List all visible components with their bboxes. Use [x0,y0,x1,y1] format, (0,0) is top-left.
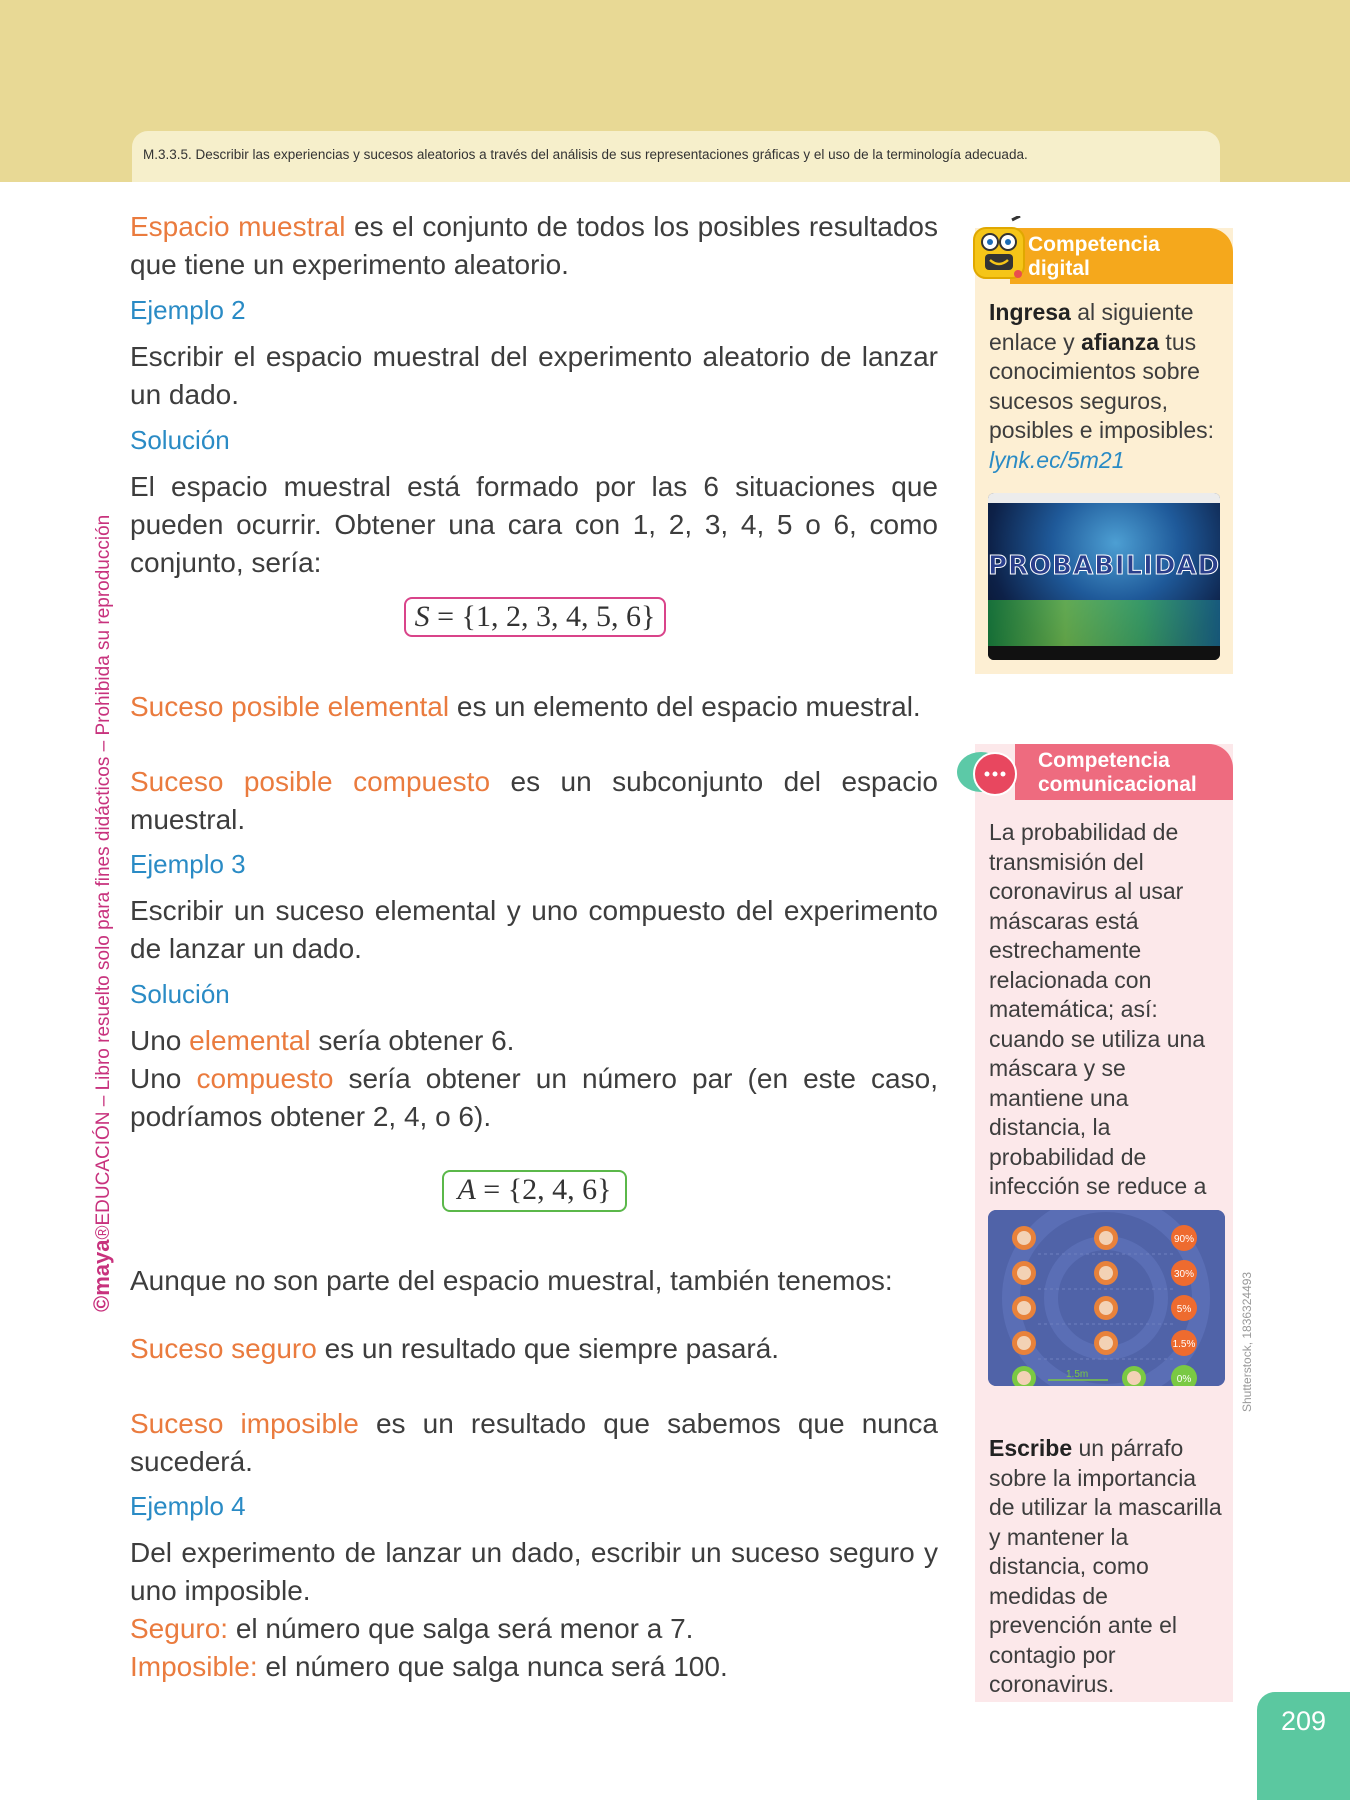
imposible-line: Imposible: el número que salga nunca será 100. [130,1651,728,1682]
compound-event-set-box: A = {2, 4, 6} [442,1170,627,1212]
term: Espacio muestral [130,211,346,242]
definition-suceso-imposible: Suceso imposible es un resultado que sabemos que nunca sucederá. [130,1408,938,1477]
face-skin [1099,1336,1113,1350]
example-4-title: Ejemplo 4 [130,1491,246,1521]
percentage-label: 90% [1173,1234,1195,1245]
example-4-text: Del experimento de lanzar un dado, escribir un suceso seguro y uno imposible. [130,1537,938,1606]
sample-space-set-box: S = {1, 2, 3, 4, 5, 6} [404,597,666,637]
face-skin [1017,1336,1031,1350]
percentage-label: 0% [1176,1374,1192,1385]
percentage-label: 30% [1173,1269,1195,1280]
chat-bubble-icon [955,746,1021,804]
face-skin [1127,1371,1141,1385]
communicational-competence-card [975,744,1233,1702]
video-background [988,600,1220,646]
percentage-label: 5% [1176,1304,1192,1315]
image-credit: Shutterstock, 1836324493 [1240,1271,1254,1412]
solution-3-line-1: Uno elemental sería obtener 6. [130,1025,515,1056]
solution-3-line-2: Uno compuesto sería obtener un número par (en este caso, podríamos obtener 2, 4, o 6). [130,1063,938,1132]
page-number: 209 [1257,1692,1350,1800]
resource-link[interactable]: lynk.ec/5m21 [989,446,1125,473]
curriculum-objective: M.3.3.5. Describir las experiencias y sucesos aleatorios a través del análisis de sus representaciones gráficas y el uso de la terminología adecuada. [132,131,1220,182]
percentage-label: 1.5% [1172,1339,1196,1350]
definition-suceso-elemental: Suceso posible elemental es un elemento del espacio muestral. [130,691,921,722]
face-skin [1099,1301,1113,1315]
digital-competence-card [975,228,1233,674]
video-controls[interactable] [988,646,1220,660]
face-skin [1017,1371,1031,1385]
communicational-competence-text: La probabilidad de transmisión del coronavirus al usar máscaras está estrechamente relacionada con matemática; así: cuando se utiliza una máscara y se mantiene una distancia, la probabilidad de infección se reduce a [989,819,1207,1199]
communicational-task-text: Escribe un párrafo sobre la importancia de utilizar la mascarilla y mantener la distancia, como medidas de prevención ante el contagio por coronavirus. [989,1435,1222,1697]
video-thumbnail[interactable] [988,493,1220,660]
seguro-line: Seguro: el número que salga será menor a 7. [130,1613,694,1644]
aunque-text: Aunque no son parte del espacio muestral, también tenemos: [130,1265,893,1296]
definition-suceso-compuesto: Suceso posible compuesto es un subconjunto del espacio muestral. [130,766,938,835]
copyright-text: ®EDUCACIÓN – Libro resuelto solo para fines didácticos – Prohibida su reproducción [93,514,114,1240]
face-skin [1017,1231,1031,1245]
solution-title: Solución [130,425,230,455]
main-content [130,208,938,1686]
robot-icon [968,216,1030,286]
definition-espacio-muestral: Espacio muestral es el conjunto de todos los posibles resultados que tiene un experimento aleatorio. [130,211,939,280]
video-browser-bar [988,493,1220,503]
mask-probability-infographic [988,1210,1225,1386]
digital-competence-text: Ingresa al siguiente enlace y afianza tus conocimientos sobre sucesos seguros, posibles e imposibles: lynk.ec/5m21 [989,299,1215,473]
face-skin [1099,1266,1113,1280]
digital-competence-header: Competencia digital [1010,228,1233,284]
solution-2-text: El espacio muestral está formado por las 6 situaciones que pueden ocurrir. Obtener una cara con 1, 2, 3, 4, 5 o 6, como conjunto, sería: [130,471,938,578]
definition-suceso-seguro: Suceso seguro es un resultado que siempre pasará. [130,1333,780,1364]
video-title: PROBABILIDAD [988,551,1220,581]
face-skin [1017,1266,1031,1280]
example-3-text: Escribir un suceso elemental y uno compuesto del experimento de lanzar un dado. [130,895,938,964]
face-skin [1099,1231,1113,1245]
face-skin [1017,1301,1031,1315]
example-2-title: Ejemplo 2 [130,295,246,325]
communicational-competence-header: Competencia comunicacional [1015,744,1233,800]
example-3-title: Ejemplo 3 [130,849,246,879]
solution-title: Solución [130,979,230,1009]
brand-logo: ©maya [89,1239,114,1312]
infographic-distance-label: 1.5m [1066,1369,1089,1380]
example-2-text: Escribir el espacio muestral del experimento aleatorio de lanzar un dado. [130,341,938,410]
copyright-side-note [85,492,119,1312]
